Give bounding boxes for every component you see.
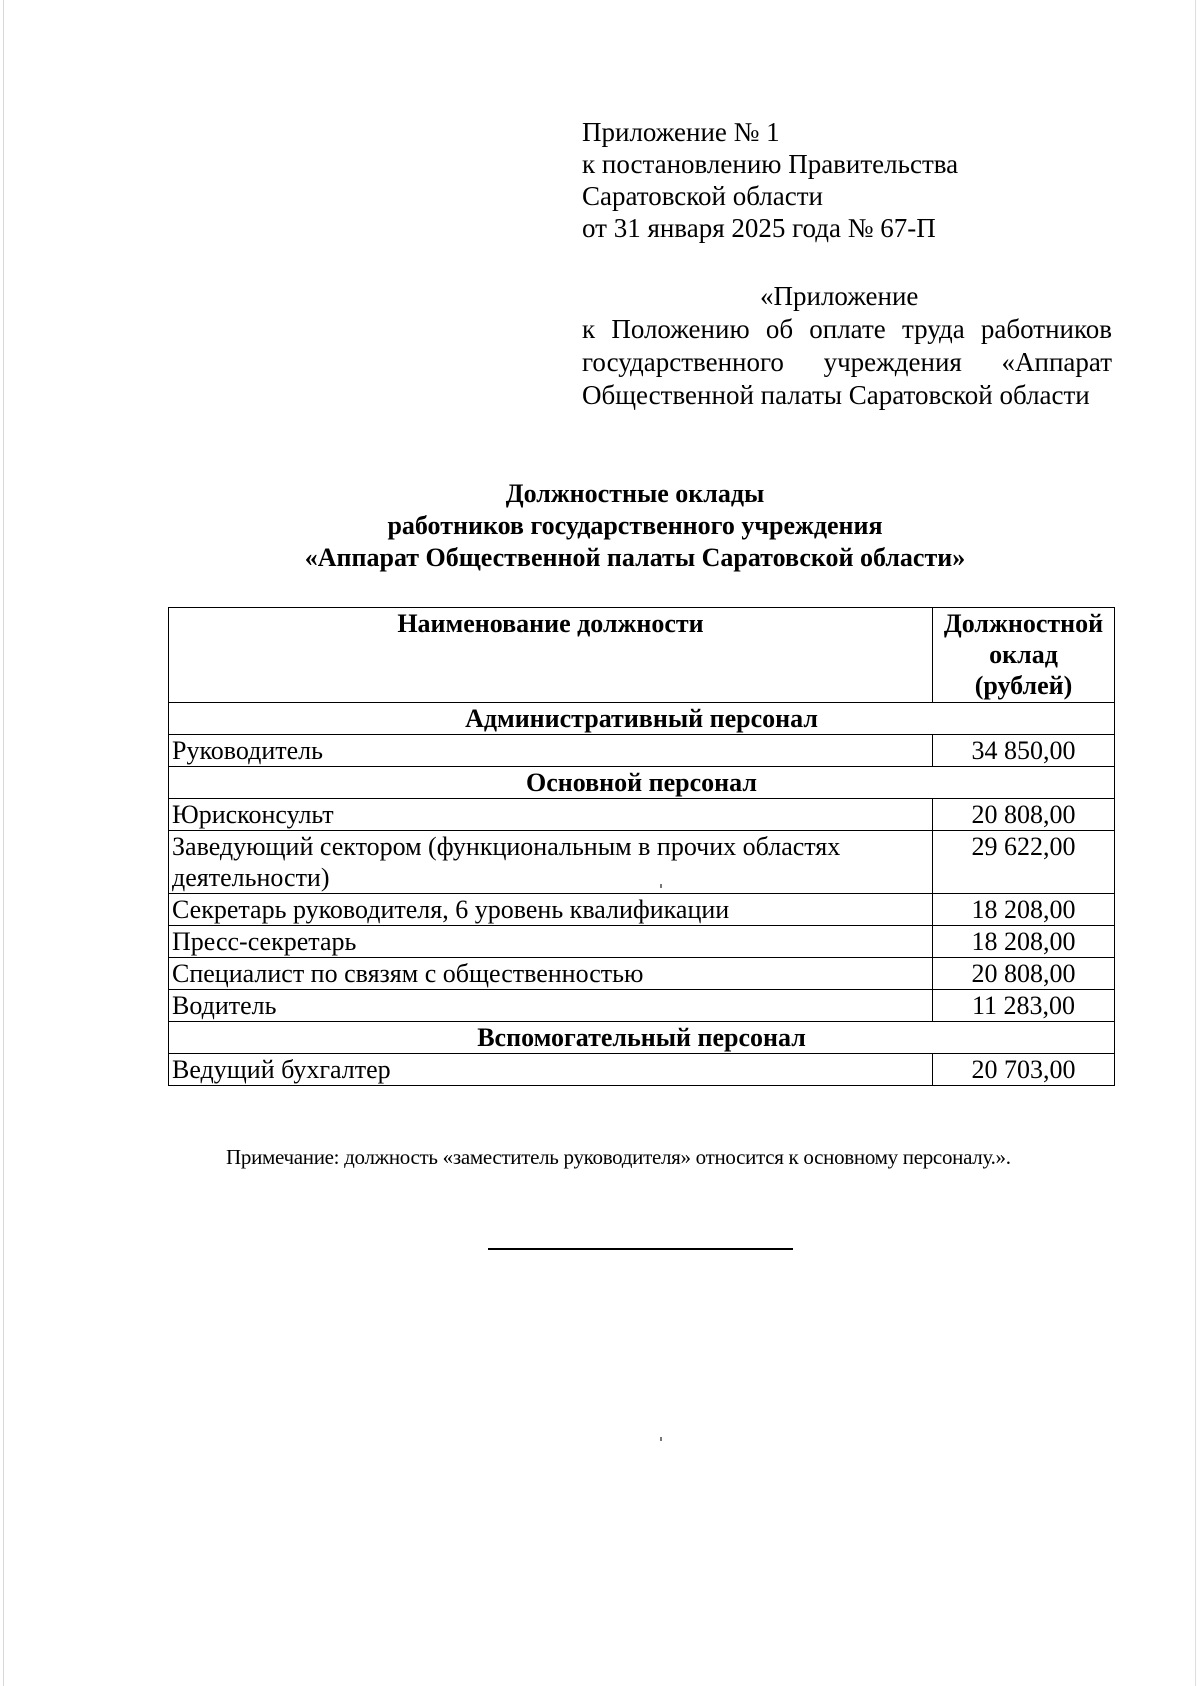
- table-row: [169, 894, 1115, 926]
- header-salary: [933, 608, 1115, 703]
- table-row: [169, 735, 1115, 767]
- position-name: Юрисконсульт: [169, 799, 933, 831]
- table-row: [169, 990, 1115, 1022]
- section-title: Вспомогательный персонал: [169, 1022, 1115, 1054]
- document-title-line: работников государственного учреждения: [387, 511, 883, 540]
- header-position-name: Наименование должности: [169, 608, 933, 703]
- scan-speck: [660, 1437, 662, 1441]
- section-title: Административный персонал: [169, 703, 1115, 735]
- salary-value: 18 208,00: [933, 926, 1115, 958]
- table-header-row: [169, 608, 1115, 703]
- header-salary-line: (рублей): [974, 671, 1073, 700]
- section-title: Основной персонал: [169, 767, 1115, 799]
- scan-edge-right: [1195, 0, 1196, 1686]
- table-row: [169, 799, 1115, 831]
- position-name: Пресс-секретарь: [169, 926, 933, 958]
- appendix-header: [582, 116, 958, 244]
- header-salary-line: Должностной: [943, 609, 1104, 638]
- section-row: [169, 1022, 1115, 1054]
- table-row: [169, 1054, 1115, 1086]
- appendix-header-line: к постановлению Правительства: [582, 149, 959, 179]
- position-name: Водитель: [169, 990, 933, 1022]
- position-name: Заведующий сектором (функциональным в прочих областях деятельности): [169, 831, 933, 894]
- salary-value: 20 703,00: [933, 1054, 1115, 1086]
- appendix-header-line: от 31 января 2025 года № 67-П: [582, 213, 936, 243]
- position-name: Секретарь руководителя, 6 уровень квалификации: [169, 894, 933, 926]
- section-row: [169, 703, 1115, 735]
- appendix-quote-body: к Положению об оплате труда работников государственного учреждения «Аппарат Общественной палаты Саратовской области: [582, 314, 1112, 410]
- document-title: [170, 478, 1100, 574]
- salary-value: 20 808,00: [933, 799, 1115, 831]
- scan-speck: [660, 884, 662, 888]
- appendix-quote: [582, 280, 1112, 412]
- document-title-line: Должностные оклады: [505, 479, 765, 508]
- appendix-header-line: Саратовской области: [582, 181, 823, 211]
- table-row: [169, 958, 1115, 990]
- salary-value: 11 283,00: [933, 990, 1115, 1022]
- salary-table: [168, 607, 1115, 1086]
- footnote: Примечание: должность «заместитель руководителя» относится к основному персоналу.».: [226, 1145, 1011, 1169]
- table-row: [169, 831, 1115, 894]
- appendix-header-line: Приложение № 1: [582, 117, 780, 147]
- salary-value: 18 208,00: [933, 894, 1115, 926]
- salary-value: 20 808,00: [933, 958, 1115, 990]
- position-name: Ведущий бухгалтер: [169, 1054, 933, 1086]
- header-salary-line: оклад: [989, 640, 1058, 669]
- scan-edge-left: [3, 0, 4, 1686]
- document-title-line: «Аппарат Общественной палаты Саратовской области»: [304, 543, 966, 572]
- signature-line: [488, 1248, 793, 1250]
- table-row: [169, 926, 1115, 958]
- salary-value: 34 850,00: [933, 735, 1115, 767]
- position-name: Руководитель: [169, 735, 933, 767]
- position-name: Специалист по связям с общественностью: [169, 958, 933, 990]
- section-row: [169, 767, 1115, 799]
- appendix-quote-title: «Приложение: [760, 281, 919, 311]
- salary-value: 29 622,00: [933, 831, 1115, 894]
